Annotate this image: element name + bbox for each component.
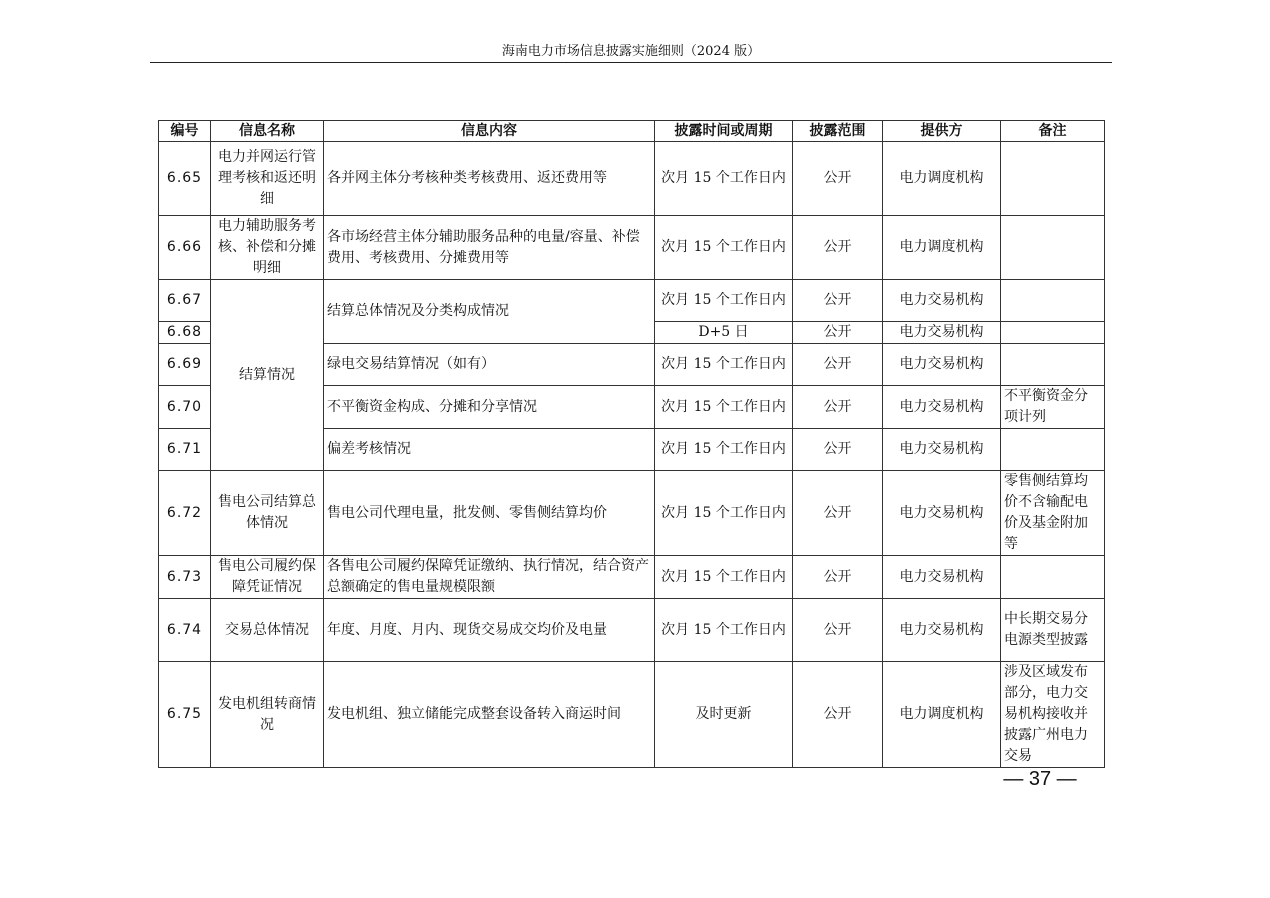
column-header: 披露范围 [793, 121, 883, 142]
disclosure-scope: 公开 [793, 142, 883, 216]
provider: 电力调度机构 [883, 142, 1001, 216]
disclosure-time: 次月 15 个工作日内 [655, 599, 793, 662]
provider: 电力调度机构 [883, 662, 1001, 768]
info-name: 结算情况 [211, 280, 324, 471]
column-header: 信息名称 [211, 121, 324, 142]
row-number: 6.67 [159, 280, 211, 322]
info-name: 交易总体情况 [211, 599, 324, 662]
disclosure-time: 次月 15 个工作日内 [655, 386, 793, 429]
disclosure-table [158, 120, 1105, 768]
disclosure-time: D+5 日 [655, 322, 793, 344]
info-content: 售电公司代理电量，批发侧、零售侧结算均价 [324, 471, 655, 556]
info-name: 售电公司履约保障凭证情况 [211, 556, 324, 599]
provider: 电力交易机构 [883, 322, 1001, 344]
provider: 电力交易机构 [883, 344, 1001, 386]
info-content: 各售电公司履约保障凭证缴纳、执行情况，结合资产总额确定的售电量规模限额 [324, 556, 655, 599]
disclosure-scope: 公开 [793, 386, 883, 429]
info-content: 偏差考核情况 [324, 429, 655, 471]
page-header: 海南电力市场信息披露实施细则（2024 版） [501, 44, 761, 59]
column-header: 备注 [1001, 121, 1105, 142]
note [1001, 216, 1105, 280]
info-content: 年度、月度、月内、现货交易成交均价及电量 [324, 599, 655, 662]
disclosure-time: 次月 15 个工作日内 [655, 142, 793, 216]
header-rule [150, 62, 1112, 63]
provider: 电力交易机构 [883, 386, 1001, 429]
info-content: 各并网主体分考核种类考核费用、返还费用等 [324, 142, 655, 216]
note [1001, 344, 1105, 386]
row-number: 6.70 [159, 386, 211, 429]
info-name: 发电机组转商情况 [211, 662, 324, 768]
disclosure-time: 次月 15 个工作日内 [655, 344, 793, 386]
table-row [159, 471, 1105, 556]
row-number: 6.72 [159, 471, 211, 556]
page-number: — 37 — [1003, 768, 1077, 790]
row-number: 6.68 [159, 322, 211, 344]
info-content: 不平衡资金构成、分摊和分享情况 [324, 386, 655, 429]
disclosure-scope: 公开 [793, 599, 883, 662]
row-number: 6.69 [159, 344, 211, 386]
row-number: 6.74 [159, 599, 211, 662]
row-number: 6.71 [159, 429, 211, 471]
column-header: 编号 [159, 121, 211, 142]
disclosure-time: 及时更新 [655, 662, 793, 768]
disclosure-scope: 公开 [793, 322, 883, 344]
row-number: 6.73 [159, 556, 211, 599]
info-name: 电力辅助服务考核、补偿和分摊明细 [211, 216, 324, 280]
disclosure-time: 次月 15 个工作日内 [655, 556, 793, 599]
column-header: 提供方 [883, 121, 1001, 142]
info-content: 各市场经营主体分辅助服务品种的电量/容量、补偿费用、考核费用、分摊费用等 [324, 216, 655, 280]
note [1001, 429, 1105, 471]
provider: 电力交易机构 [883, 556, 1001, 599]
disclosure-time: 次月 15 个工作日内 [655, 471, 793, 556]
column-header: 披露时间或周期 [655, 121, 793, 142]
info-name: 售电公司结算总体情况 [211, 471, 324, 556]
table-header-row [159, 121, 1105, 142]
note: 不平衡资金分项计列 [1001, 386, 1105, 429]
table-row [159, 599, 1105, 662]
table-row [159, 280, 1105, 322]
provider: 电力调度机构 [883, 216, 1001, 280]
disclosure-scope: 公开 [793, 216, 883, 280]
note [1001, 280, 1105, 322]
note: 零售侧结算均价不含输配电价及基金附加等 [1001, 471, 1105, 556]
disclosure-scope: 公开 [793, 662, 883, 768]
table-row [159, 556, 1105, 599]
note [1001, 322, 1105, 344]
row-number: 6.65 [159, 142, 211, 216]
row-number: 6.66 [159, 216, 211, 280]
disclosure-scope: 公开 [793, 344, 883, 386]
note [1001, 556, 1105, 599]
provider: 电力交易机构 [883, 599, 1001, 662]
disclosure-scope: 公开 [793, 471, 883, 556]
table-row [159, 216, 1105, 280]
note: 中长期交易分电源类型披露 [1001, 599, 1105, 662]
disclosure-scope: 公开 [793, 280, 883, 322]
note [1001, 142, 1105, 216]
info-content: 发电机组、独立储能完成整套设备转入商运时间 [324, 662, 655, 768]
table-row [159, 662, 1105, 768]
row-number: 6.75 [159, 662, 211, 768]
disclosure-scope: 公开 [793, 429, 883, 471]
provider: 电力交易机构 [883, 471, 1001, 556]
disclosure-time: 次月 15 个工作日内 [655, 280, 793, 322]
info-content: 绿电交易结算情况（如有） [324, 344, 655, 386]
note: 涉及区域发布部分，电力交易机构接收并披露广州电力交易 [1001, 662, 1105, 768]
table-row [159, 142, 1105, 216]
info-name: 电力并网运行管理考核和返还明细 [211, 142, 324, 216]
provider: 电力交易机构 [883, 280, 1001, 322]
disclosure-time: 次月 15 个工作日内 [655, 429, 793, 471]
provider: 电力交易机构 [883, 429, 1001, 471]
info-content: 结算总体情况及分类构成情况 [324, 280, 655, 344]
disclosure-scope: 公开 [793, 556, 883, 599]
disclosure-time: 次月 15 个工作日内 [655, 216, 793, 280]
column-header: 信息内容 [324, 121, 655, 142]
